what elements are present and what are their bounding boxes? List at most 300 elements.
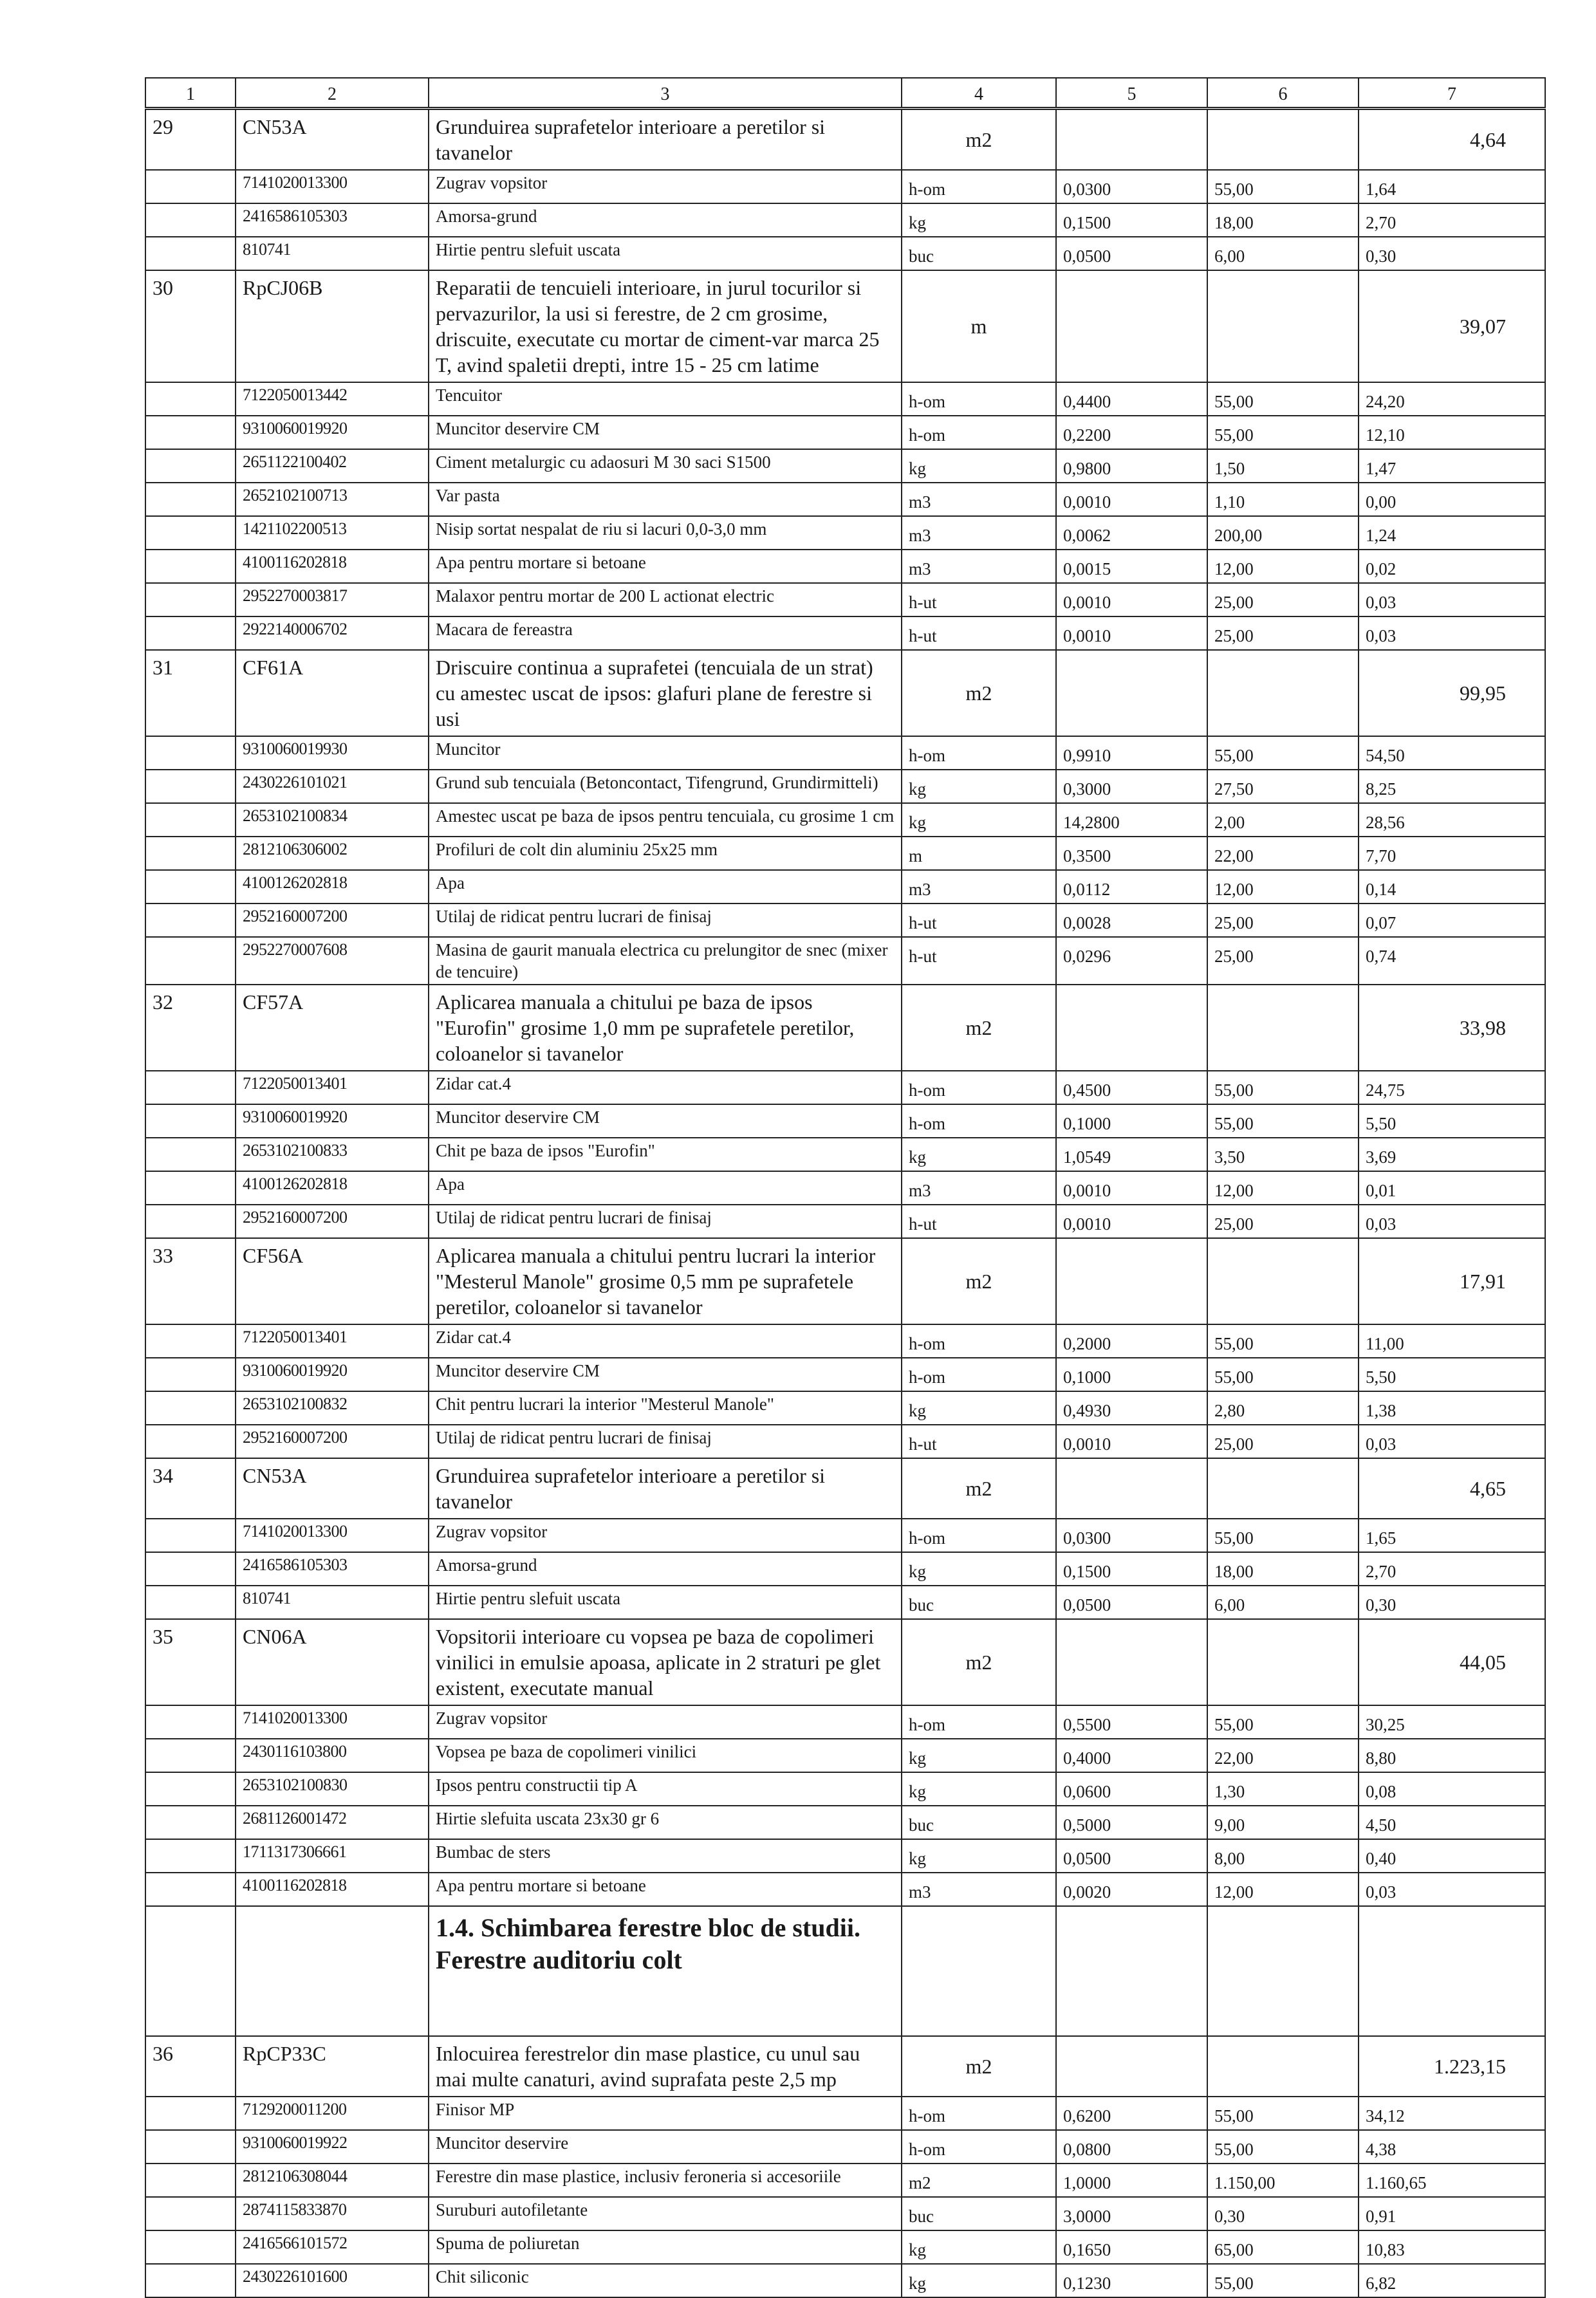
resource-value: 0,03: [1359, 1205, 1545, 1238]
resource-price: 25,00: [1207, 616, 1359, 650]
empty-cell: [1207, 985, 1359, 1071]
empty-cell: [145, 170, 236, 203]
empty-cell: [1207, 1458, 1359, 1519]
resource-quantity: 0,0500: [1056, 1839, 1207, 1873]
section-title: 1.4. Schimbarea ferestre bloc de studii. Ferestre auditoriu colt: [429, 1906, 902, 2036]
resource-price: 12,00: [1207, 1171, 1359, 1205]
resource-unit: h-om: [902, 382, 1056, 416]
resource-description: Spuma de poliuretan: [429, 2230, 902, 2264]
resource-code: 7141020013300: [236, 170, 429, 203]
item-code: CN53A: [236, 109, 429, 171]
resource-value: 0,03: [1359, 583, 1545, 616]
resource-row: [145, 550, 1545, 583]
resource-price: 25,00: [1207, 1425, 1359, 1458]
empty-cell: [145, 2197, 236, 2230]
empty-cell: [145, 803, 236, 837]
resource-row: [145, 2130, 1545, 2164]
resource-code: 2874115833870: [236, 2197, 429, 2230]
resource-price: 55,00: [1207, 1071, 1359, 1104]
empty-cell: [145, 1171, 236, 1205]
resource-price: 1,30: [1207, 1772, 1359, 1806]
resource-unit: buc: [902, 237, 1056, 270]
resource-unit: h-om: [902, 416, 1056, 449]
resource-unit: h-om: [902, 170, 1056, 203]
empty-cell: [145, 1138, 236, 1171]
resource-description: Profiluri de colt din aluminiu 25x25 mm: [429, 837, 902, 870]
item-number: 36: [145, 2036, 236, 2097]
resource-value: 5,50: [1359, 1358, 1545, 1391]
empty-cell: [145, 1586, 236, 1619]
resource-row: [145, 516, 1545, 550]
resource-unit: h-ut: [902, 903, 1056, 937]
resource-quantity: 0,0800: [1056, 2130, 1207, 2164]
work-item-row: [145, 1238, 1545, 1324]
item-unit: m2: [902, 1619, 1056, 1705]
empty-cell: [145, 449, 236, 483]
resource-value: 1,47: [1359, 449, 1545, 483]
resource-code: 9310060019920: [236, 1358, 429, 1391]
resource-description: Muncitor deservire CM: [429, 1104, 902, 1138]
resource-price: 18,00: [1207, 203, 1359, 237]
resource-code: 7141020013300: [236, 1705, 429, 1739]
empty-cell: [236, 1906, 429, 2036]
resource-row: [145, 483, 1545, 516]
empty-cell: [145, 870, 236, 903]
resource-quantity: 0,4000: [1056, 1739, 1207, 1772]
empty-cell: [145, 837, 236, 870]
resource-price: 2,00: [1207, 803, 1359, 837]
resource-quantity: 0,0020: [1056, 1873, 1207, 1906]
resource-unit: h-om: [902, 1705, 1056, 1739]
item-total: 17,91: [1359, 1238, 1545, 1324]
resource-row: [145, 1324, 1545, 1358]
resource-value: 34,12: [1359, 2097, 1545, 2130]
resource-value: 6,82: [1359, 2264, 1545, 2297]
resource-unit: kg: [902, 1391, 1056, 1425]
item-code: CF56A: [236, 1238, 429, 1324]
col-header-6: 6: [1207, 78, 1359, 109]
resource-row: [145, 1071, 1545, 1104]
resource-price: 3,50: [1207, 1138, 1359, 1171]
resource-unit: h-om: [902, 2130, 1056, 2164]
resource-value: 0,00: [1359, 483, 1545, 516]
item-total: 39,07: [1359, 270, 1545, 382]
resource-description: Chit pentru lucrari la interior "Mesterul Manole": [429, 1391, 902, 1425]
item-unit: m2: [902, 1458, 1056, 1519]
resource-unit: buc: [902, 1586, 1056, 1619]
empty-cell: [145, 1839, 236, 1873]
resource-description: Macara de fereastra: [429, 616, 902, 650]
empty-cell: [1207, 650, 1359, 736]
resource-code: 9310060019922: [236, 2130, 429, 2164]
resource-unit: h-ut: [902, 616, 1056, 650]
col-header-2: 2: [236, 78, 429, 109]
resource-value: 0,14: [1359, 870, 1545, 903]
resource-value: 5,50: [1359, 1104, 1545, 1138]
resource-code: 7129200011200: [236, 2097, 429, 2130]
empty-cell: [145, 1391, 236, 1425]
resource-quantity: 0,3000: [1056, 770, 1207, 803]
item-number: 31: [145, 650, 236, 736]
resource-quantity: 0,4500: [1056, 1071, 1207, 1104]
resource-price: 1,50: [1207, 449, 1359, 483]
resource-price: 55,00: [1207, 416, 1359, 449]
resource-price: 55,00: [1207, 1519, 1359, 1552]
resource-price: 6,00: [1207, 237, 1359, 270]
item-unit: m2: [902, 650, 1056, 736]
empty-cell: [145, 1552, 236, 1586]
empty-cell: [145, 1906, 236, 2036]
resource-row: [145, 903, 1545, 937]
item-description: Grunduirea suprafetelor interioare a peretilor si tavanelor: [429, 1458, 902, 1519]
resource-value: 1,24: [1359, 516, 1545, 550]
resource-code: 2651122100402: [236, 449, 429, 483]
resource-quantity: 0,1230: [1056, 2264, 1207, 2297]
resource-description: Ipsos pentru constructii tip A: [429, 1772, 902, 1806]
resource-value: 0,01: [1359, 1171, 1545, 1205]
resource-value: 3,69: [1359, 1138, 1545, 1171]
item-number: 30: [145, 270, 236, 382]
empty-cell: [145, 1324, 236, 1358]
resource-quantity: 0,0296: [1056, 937, 1207, 985]
resource-value: 0,03: [1359, 616, 1545, 650]
col-header-3: 3: [429, 78, 902, 109]
empty-cell: [145, 416, 236, 449]
empty-cell: [145, 1425, 236, 1458]
resource-unit: h-ut: [902, 583, 1056, 616]
resource-description: Apa pentru mortare si betoane: [429, 550, 902, 583]
resource-description: Nisip sortat nespalat de riu si lacuri 0,0-3,0 mm: [429, 516, 902, 550]
col-header-4: 4: [902, 78, 1056, 109]
resource-code: 9310060019920: [236, 416, 429, 449]
empty-cell: [145, 1705, 236, 1739]
resource-price: 55,00: [1207, 1104, 1359, 1138]
resource-price: 2,80: [1207, 1391, 1359, 1425]
item-code: RpCP33C: [236, 2036, 429, 2097]
resource-description: Hirtie slefuita uscata 23x30 gr 6: [429, 1806, 902, 1839]
resource-unit: m3: [902, 516, 1056, 550]
item-code: CN06A: [236, 1619, 429, 1705]
resource-code: 7122050013401: [236, 1324, 429, 1358]
resource-row: [145, 837, 1545, 870]
item-total: 4,64: [1359, 109, 1545, 171]
empty-cell: [145, 1071, 236, 1104]
resource-code: 2430226101021: [236, 770, 429, 803]
resource-value: 24,20: [1359, 382, 1545, 416]
item-number: 29: [145, 109, 236, 171]
resource-quantity: 0,4930: [1056, 1391, 1207, 1425]
resource-row: [145, 237, 1545, 270]
resource-description: Utilaj de ridicat pentru lucrari de finisaj: [429, 1425, 902, 1458]
resource-unit: h-ut: [902, 937, 1056, 985]
resource-price: 55,00: [1207, 382, 1359, 416]
resource-value: 1.160,65: [1359, 2164, 1545, 2197]
resource-value: 0,30: [1359, 1586, 1545, 1619]
resource-quantity: 0,0015: [1056, 550, 1207, 583]
resource-unit: kg: [902, 1772, 1056, 1806]
work-item-row: [145, 650, 1545, 736]
resource-value: 0,08: [1359, 1772, 1545, 1806]
resource-price: 6,00: [1207, 1586, 1359, 1619]
resource-code: 2416586105303: [236, 1552, 429, 1586]
resource-quantity: 0,2000: [1056, 1324, 1207, 1358]
resource-row: [145, 1391, 1545, 1425]
resource-quantity: 0,1500: [1056, 1552, 1207, 1586]
resource-row: [145, 203, 1545, 237]
resource-description: Apa: [429, 870, 902, 903]
resource-description: Muncitor: [429, 736, 902, 770]
resource-value: 0,74: [1359, 937, 1545, 985]
resource-quantity: 0,0010: [1056, 483, 1207, 516]
resource-description: Chit siliconic: [429, 2264, 902, 2297]
resource-row: [145, 1586, 1545, 1619]
resource-value: 4,38: [1359, 2130, 1545, 2164]
resource-quantity: 0,0010: [1056, 1205, 1207, 1238]
resource-code: 1421102200513: [236, 516, 429, 550]
resource-price: 55,00: [1207, 170, 1359, 203]
resource-code: 2922140006702: [236, 616, 429, 650]
empty-cell: [1207, 1238, 1359, 1324]
empty-cell: [145, 483, 236, 516]
resource-unit: kg: [902, 2230, 1056, 2264]
resource-price: 55,00: [1207, 736, 1359, 770]
resource-row: [145, 1839, 1545, 1873]
resource-price: 55,00: [1207, 1358, 1359, 1391]
resource-description: Zidar cat.4: [429, 1071, 902, 1104]
resource-unit: kg: [902, 449, 1056, 483]
item-total: 44,05: [1359, 1619, 1545, 1705]
resource-description: Finisor MP: [429, 2097, 902, 2130]
resource-row: [145, 382, 1545, 416]
resource-row: [145, 1705, 1545, 1739]
resource-unit: kg: [902, 1552, 1056, 1586]
resource-description: Suruburi autofiletante: [429, 2197, 902, 2230]
resource-description: Zugrav vopsitor: [429, 1519, 902, 1552]
resource-row: [145, 1171, 1545, 1205]
work-item-row: [145, 1619, 1545, 1705]
item-description: Vopsitorii interioare cu vopsea pe baza de copolimeri vinilici in emulsie apoasa, aplicate in 2 straturi pe glet existent, executate manual: [429, 1619, 902, 1705]
resource-quantity: 0,9800: [1056, 449, 1207, 483]
resource-unit: h-om: [902, 1104, 1056, 1138]
resource-unit: kg: [902, 1839, 1056, 1873]
resource-code: 1711317306661: [236, 1839, 429, 1873]
resource-row: [145, 1806, 1545, 1839]
empty-cell: [145, 1205, 236, 1238]
resource-unit: m2: [902, 2164, 1056, 2197]
empty-cell: [145, 903, 236, 937]
resource-price: 25,00: [1207, 903, 1359, 937]
resource-quantity: 0,0010: [1056, 1171, 1207, 1205]
resource-quantity: 0,0010: [1056, 1425, 1207, 1458]
resource-quantity: 0,0500: [1056, 237, 1207, 270]
resource-row: [145, 1772, 1545, 1806]
resource-code: 2416566101572: [236, 2230, 429, 2264]
item-code: RpCJ06B: [236, 270, 429, 382]
resource-value: 8,25: [1359, 770, 1545, 803]
item-total: 4,65: [1359, 1458, 1545, 1519]
item-number: 34: [145, 1458, 236, 1519]
empty-cell: [1056, 1238, 1207, 1324]
resource-value: 1,38: [1359, 1391, 1545, 1425]
item-unit: m2: [902, 1238, 1056, 1324]
resource-code: 2653102100834: [236, 803, 429, 837]
resource-price: 22,00: [1207, 1739, 1359, 1772]
item-description: Inlocuirea ferestrelor din mase plastice, cu unul sau mai multe canaturi, avind suprafata peste 2,5 mp: [429, 2036, 902, 2097]
resource-value: 8,80: [1359, 1739, 1545, 1772]
empty-cell: [145, 583, 236, 616]
item-unit: m: [902, 270, 1056, 382]
empty-cell: [145, 382, 236, 416]
resource-row: [145, 937, 1545, 985]
empty-cell: [145, 2097, 236, 2130]
resource-value: 1,64: [1359, 170, 1545, 203]
resource-code: 4100126202818: [236, 870, 429, 903]
resource-row: [145, 736, 1545, 770]
resource-unit: kg: [902, 1138, 1056, 1171]
resource-code: 2952160007200: [236, 1425, 429, 1458]
empty-cell: [1359, 1906, 1545, 2036]
resource-price: 1,10: [1207, 483, 1359, 516]
resource-quantity: 0,1000: [1056, 1104, 1207, 1138]
resource-value: 0,03: [1359, 1425, 1545, 1458]
resource-description: Bumbac de sters: [429, 1839, 902, 1873]
item-unit: m2: [902, 2036, 1056, 2097]
resource-unit: m3: [902, 550, 1056, 583]
resource-description: Malaxor pentru mortar de 200 L actionat electric: [429, 583, 902, 616]
empty-cell: [145, 1873, 236, 1906]
resource-unit: h-om: [902, 1358, 1056, 1391]
resource-row: [145, 2164, 1545, 2197]
resource-unit: h-ut: [902, 1425, 1056, 1458]
col-header-5: 5: [1056, 78, 1207, 109]
empty-cell: [1056, 1458, 1207, 1519]
empty-cell: [145, 736, 236, 770]
resource-value: 0,40: [1359, 1839, 1545, 1873]
empty-cell: [1207, 1619, 1359, 1705]
resource-quantity: 3,0000: [1056, 2197, 1207, 2230]
resource-description: Hirtie pentru slefuit uscata: [429, 1586, 902, 1619]
resource-description: Muncitor deservire CM: [429, 1358, 902, 1391]
resource-quantity: 0,1650: [1056, 2230, 1207, 2264]
resource-unit: kg: [902, 2264, 1056, 2297]
resource-code: 9310060019930: [236, 736, 429, 770]
resource-value: 54,50: [1359, 736, 1545, 770]
empty-cell: [145, 2230, 236, 2264]
resource-code: 2952270007608: [236, 937, 429, 985]
empty-cell: [1207, 109, 1359, 171]
resource-price: 12,00: [1207, 1873, 1359, 1906]
resource-price: 25,00: [1207, 583, 1359, 616]
resource-code: 4100116202818: [236, 550, 429, 583]
resource-code: 4100116202818: [236, 1873, 429, 1906]
resource-code: 7122050013442: [236, 382, 429, 416]
resource-value: 0,02: [1359, 550, 1545, 583]
resource-unit: m: [902, 837, 1056, 870]
resource-value: 30,25: [1359, 1705, 1545, 1739]
resource-quantity: 0,0300: [1056, 1519, 1207, 1552]
resource-code: 2652102100713: [236, 483, 429, 516]
empty-cell: [902, 1906, 1056, 2036]
resource-quantity: 0,0028: [1056, 903, 1207, 937]
resource-description: Vopsea pe baza de copolimeri vinilici: [429, 1739, 902, 1772]
resource-unit: h-ut: [902, 1205, 1056, 1238]
resource-row: [145, 2264, 1545, 2297]
work-item-row: [145, 2036, 1545, 2097]
item-number: 32: [145, 985, 236, 1071]
resource-quantity: 0,0062: [1056, 516, 1207, 550]
section-heading-row: [145, 1906, 1545, 2036]
work-item-row: [145, 985, 1545, 1071]
resource-value: 0,91: [1359, 2197, 1545, 2230]
resource-row: [145, 1552, 1545, 1586]
resource-code: 2653102100833: [236, 1138, 429, 1171]
work-item-row: [145, 1458, 1545, 1519]
empty-cell: [1056, 270, 1207, 382]
resource-code: 7122050013401: [236, 1071, 429, 1104]
resource-unit: h-om: [902, 2097, 1056, 2130]
item-unit: m2: [902, 985, 1056, 1071]
resource-price: 55,00: [1207, 1705, 1359, 1739]
empty-cell: [1056, 2036, 1207, 2097]
item-total: 99,95: [1359, 650, 1545, 736]
resource-code: 2952160007200: [236, 903, 429, 937]
resource-quantity: 1,0000: [1056, 2164, 1207, 2197]
resource-unit: m3: [902, 1873, 1056, 1906]
resource-quantity: 1,0549: [1056, 1138, 1207, 1171]
resource-description: Var pasta: [429, 483, 902, 516]
empty-cell: [145, 516, 236, 550]
resource-value: 7,70: [1359, 837, 1545, 870]
empty-cell: [1056, 109, 1207, 171]
resource-value: 0,07: [1359, 903, 1545, 937]
resource-unit: h-om: [902, 736, 1056, 770]
item-code: CF61A: [236, 650, 429, 736]
resource-description: Zugrav vopsitor: [429, 1705, 902, 1739]
resource-row: [145, 1104, 1545, 1138]
resource-code: 9310060019920: [236, 1104, 429, 1138]
empty-cell: [145, 1806, 236, 1839]
resource-code: 4100126202818: [236, 1171, 429, 1205]
resource-quantity: 0,0300: [1056, 170, 1207, 203]
resource-quantity: 0,4400: [1056, 382, 1207, 416]
resource-value: 4,50: [1359, 1806, 1545, 1839]
empty-cell: [145, 1739, 236, 1772]
resource-value: 24,75: [1359, 1071, 1545, 1104]
resource-row: [145, 449, 1545, 483]
column-number-row: [145, 78, 1545, 109]
resource-description: Tencuitor: [429, 382, 902, 416]
empty-cell: [1207, 2036, 1359, 2097]
resource-code: 2952270003817: [236, 583, 429, 616]
resource-quantity: 0,0010: [1056, 583, 1207, 616]
resource-row: [145, 770, 1545, 803]
estimate-body: [145, 109, 1545, 2298]
resource-code: 810741: [236, 237, 429, 270]
resource-description: Ciment metalurgic cu adaosuri M 30 saci S1500: [429, 449, 902, 483]
estimate-sheet: [145, 77, 1545, 2298]
resource-price: 55,00: [1207, 2264, 1359, 2297]
resource-price: 65,00: [1207, 2230, 1359, 2264]
item-total: 33,98: [1359, 985, 1545, 1071]
item-description: Reparatii de tencuieli interioare, in jurul tocurilor si pervazurilor, la usi si ferestre, de 2 cm grosime, driscuite, executate cu mortar de ciment-var marca 25 T, avind spaletii drepti, intre 15 - 25 cm latime: [429, 270, 902, 382]
resource-row: [145, 416, 1545, 449]
resource-quantity: 0,0010: [1056, 616, 1207, 650]
resource-unit: buc: [902, 1806, 1056, 1839]
empty-cell: [145, 550, 236, 583]
empty-cell: [145, 203, 236, 237]
resource-description: Ferestre din mase plastice, inclusiv feroneria si accesoriile: [429, 2164, 902, 2197]
empty-cell: [145, 2164, 236, 2197]
